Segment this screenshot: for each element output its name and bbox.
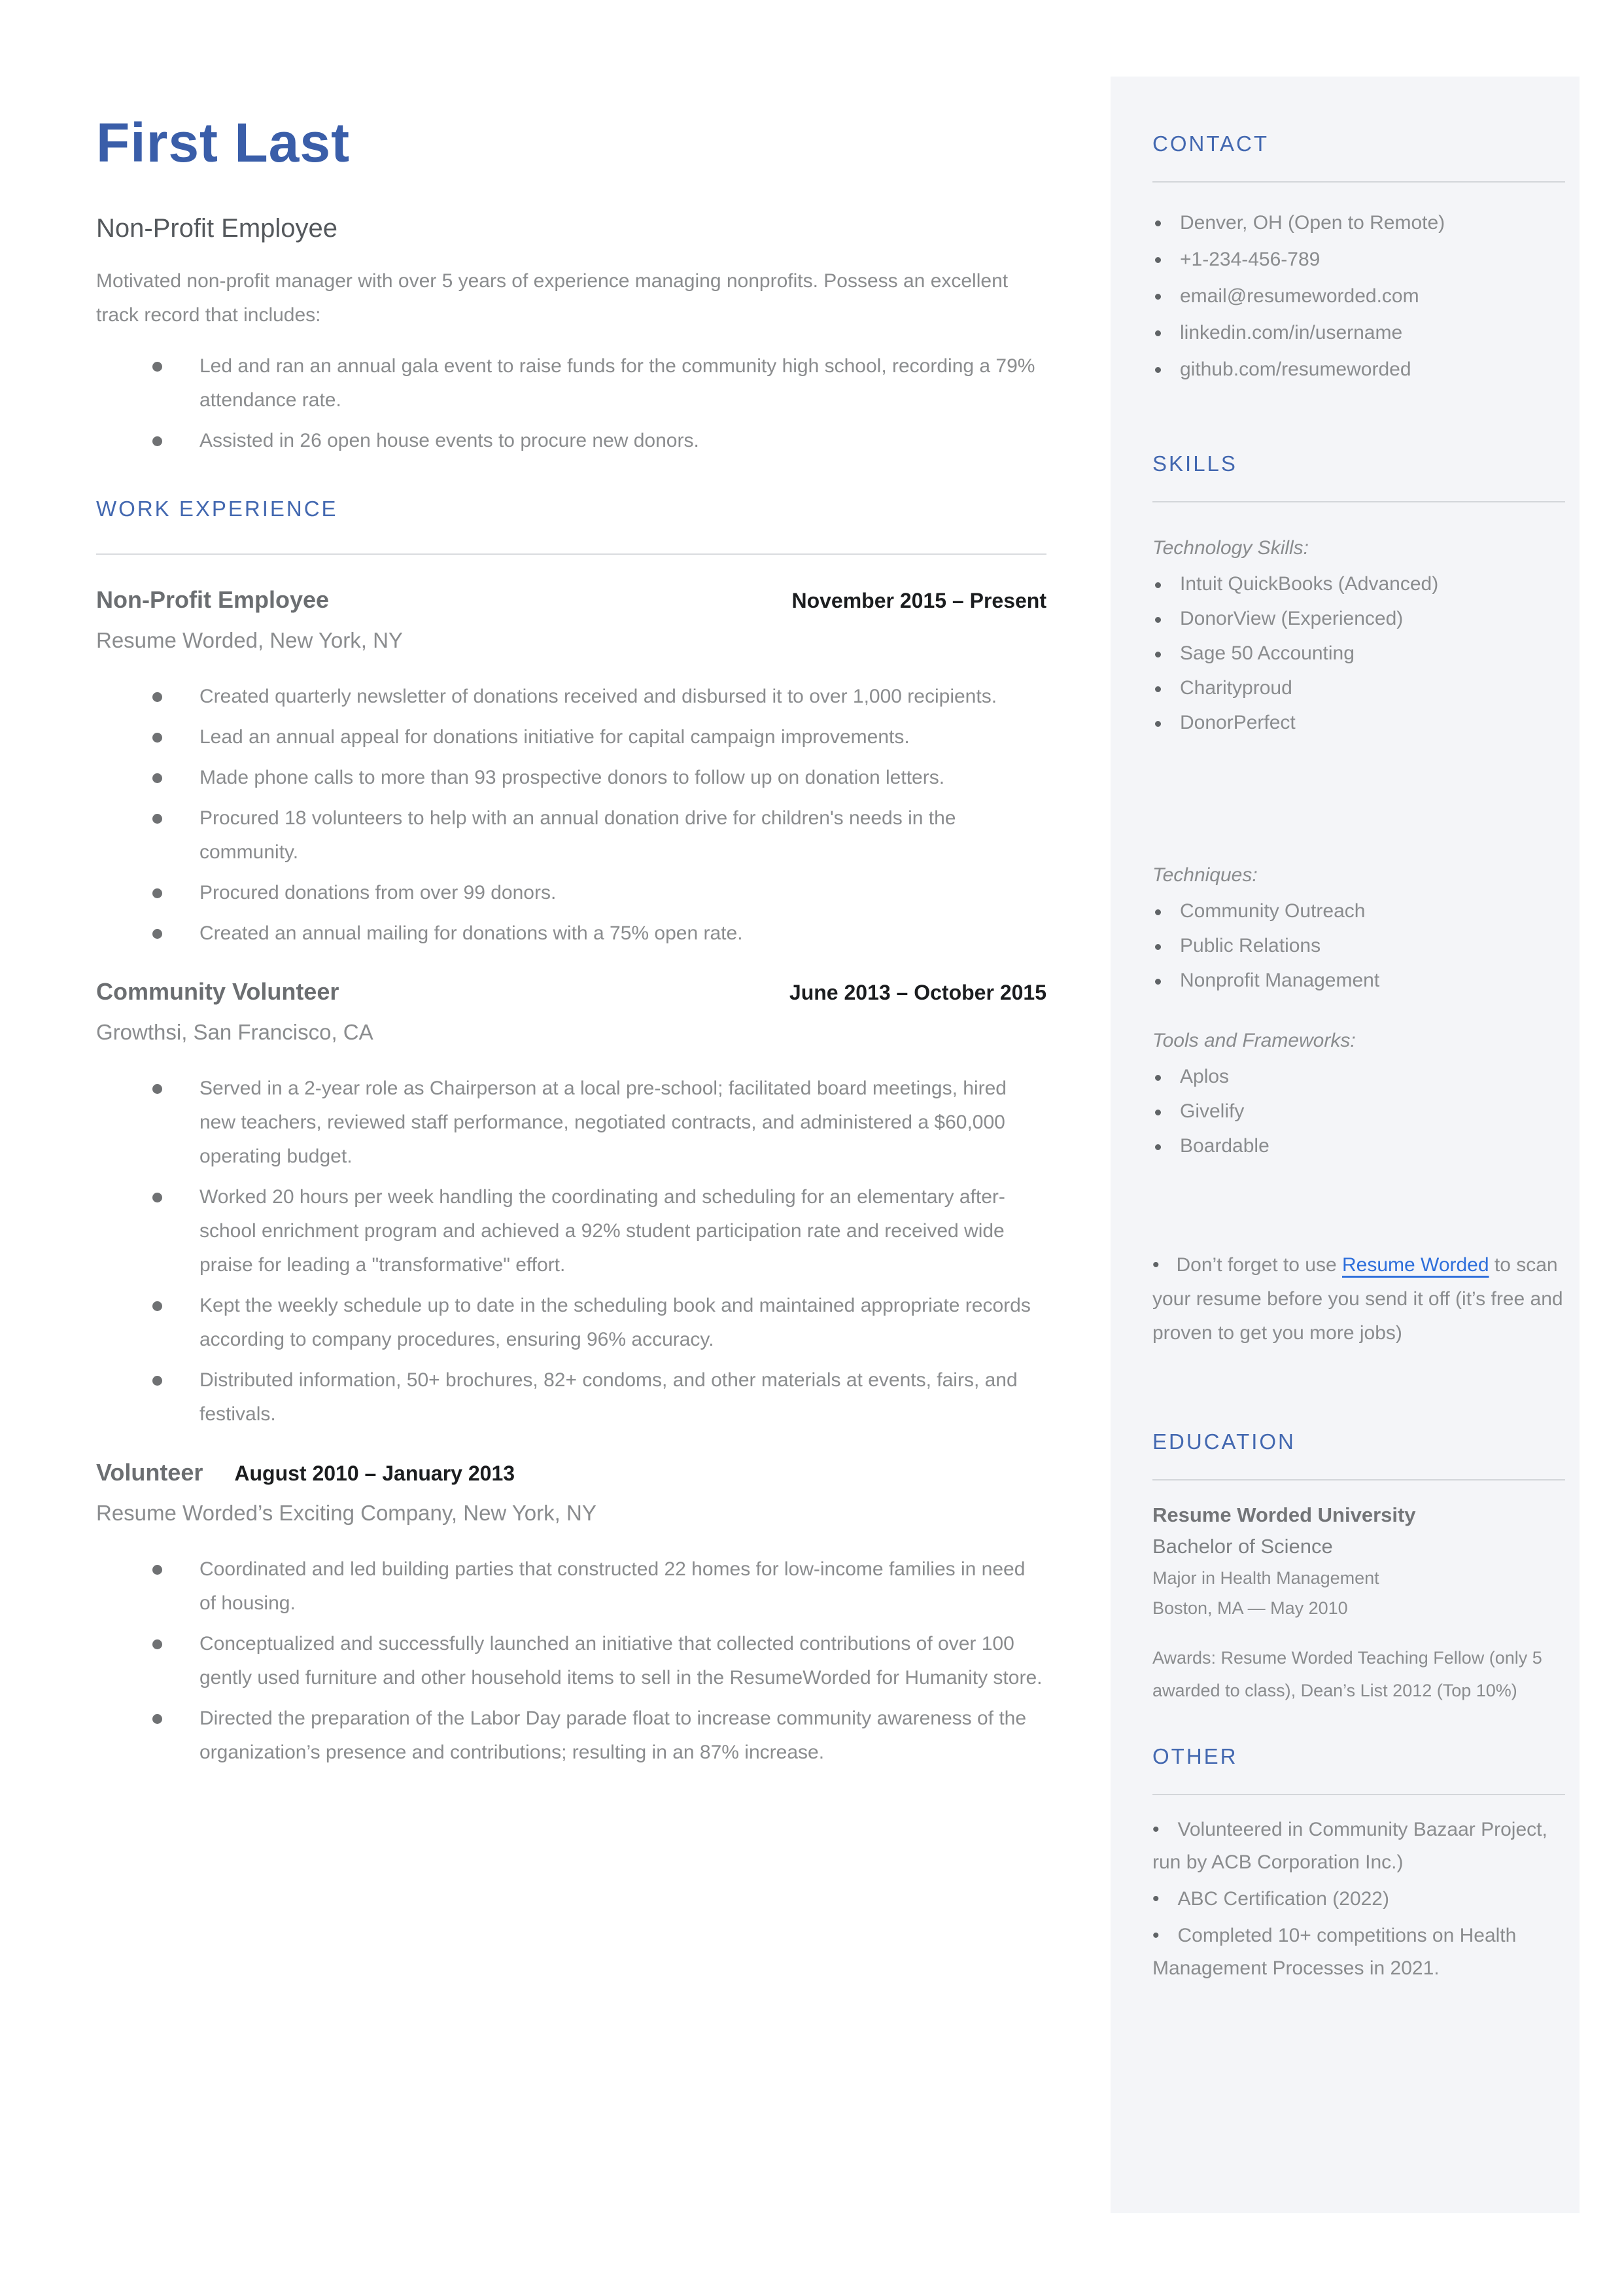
skills-group-label: Techniques: xyxy=(1152,864,1258,886)
divider xyxy=(1152,501,1565,502)
summary-bullet: Led and ran an annual gala event to raise funds for the community high school, recording a 79% attendance rate. xyxy=(96,349,1046,417)
job-header xyxy=(96,585,1046,616)
other-section xyxy=(1152,1743,1565,1985)
contact-list xyxy=(1152,205,1565,388)
divider xyxy=(1152,1479,1565,1480)
skills-group-techniques xyxy=(1152,861,1565,998)
contact-section xyxy=(1152,131,1565,388)
job-entry xyxy=(96,977,1046,1431)
skill-item: Givelify xyxy=(1152,1094,1565,1129)
job-bullet: Lead an annual appeal for donations initiative for capital campaign improvements. xyxy=(96,720,1046,754)
education-school: Resume Worded University xyxy=(1152,1503,1416,1526)
job-title: Volunteer xyxy=(96,1459,203,1486)
job-date: August 2010 – January 2013 xyxy=(234,1462,515,1485)
skill-item: Aplos xyxy=(1152,1059,1565,1094)
main-column xyxy=(96,92,1046,1776)
summary-bullet: Assisted in 26 open house events to procure new donors. xyxy=(96,424,1046,458)
resume-worded-note xyxy=(1152,1248,1565,1350)
education-major: Major in Health Management xyxy=(1152,1568,1379,1588)
resume-worded-link[interactable]: Resume Worded xyxy=(1342,1254,1489,1276)
education-location-date: Boston, MA — May 2010 xyxy=(1152,1598,1348,1618)
summary-bullet-list xyxy=(96,349,1046,458)
other-item: • Completed 10+ competitions on Health Management Processes in 2021. xyxy=(1152,1919,1565,1985)
job-bullet-list xyxy=(96,680,1046,951)
job-date: November 2015 – Present xyxy=(791,589,1046,612)
job-bullet: Kept the weekly schedule up to date in the scheduling book and maintained appropriate records according to company procedures, ensuring 96% accuracy. xyxy=(96,1289,1046,1357)
other-item: • ABC Certification (2022) xyxy=(1152,1883,1565,1916)
job-bullet-list xyxy=(96,1072,1046,1431)
job-title: Community Volunteer xyxy=(96,978,339,1005)
education-degree: Bachelor of Science xyxy=(1152,1535,1333,1558)
job-bullet: Procured donations from over 99 donors. xyxy=(96,876,1046,910)
sidebar xyxy=(1111,77,1580,2213)
skill-item: Sage 50 Accounting xyxy=(1152,636,1565,671)
skill-item: Public Relations xyxy=(1152,928,1565,963)
skills-list xyxy=(1152,1059,1565,1163)
skill-item: DonorPerfect xyxy=(1152,705,1565,740)
role-subtitle: Non-Profit Employee xyxy=(96,214,338,243)
skill-item: Charityproud xyxy=(1152,671,1565,705)
skills-list xyxy=(1152,894,1565,998)
job-bullet: Created an annual mailing for donations with a 75% open rate. xyxy=(96,917,1046,951)
other-item: • Volunteered in Community Bazaar Project, run by ACB Corporation Inc.) xyxy=(1152,1813,1565,1879)
skills-group-label: Tools and Frameworks: xyxy=(1152,1030,1356,1051)
skills-group-technology xyxy=(1152,534,1565,740)
skill-item: Intuit QuickBooks (Advanced) xyxy=(1152,567,1565,601)
skill-item: Community Outreach xyxy=(1152,894,1565,928)
skills-group-label: Technology Skills: xyxy=(1152,537,1309,559)
section-header-education: EDUCATION xyxy=(1152,1429,1296,1454)
note-text: to scan your resume before you send it off (it’s free and proven to get you more jobs) xyxy=(1152,1254,1563,1344)
skill-item: Nonprofit Management xyxy=(1152,963,1565,998)
section-header-skills: SKILLS xyxy=(1152,451,1237,476)
note-text: Don’t forget to use xyxy=(1176,1254,1342,1276)
job-header xyxy=(96,977,1046,1007)
divider xyxy=(96,553,1046,555)
section-header-work-experience: WORK EXPERIENCE xyxy=(96,497,338,521)
job-entry xyxy=(96,585,1046,951)
job-bullet: Procured 18 volunteers to help with an annual donation drive for children's needs in the community. xyxy=(96,801,1046,869)
job-bullet: Conceptualized and successfully launched an initiative that collected contributions of over 100 gently used furniture and other household items to sell in the ResumeWorded for Humanity store. xyxy=(96,1627,1046,1695)
skill-item: Boardable xyxy=(1152,1129,1565,1163)
skills-section xyxy=(1152,451,1565,1350)
job-header xyxy=(96,1458,1046,1488)
section-header-contact: CONTACT xyxy=(1152,131,1270,156)
education-awards: Awards: Resume Worded Teaching Fellow (only 5 awarded to class), Dean’s List 2012 (Top 10%) xyxy=(1152,1648,1542,1700)
job-bullet-list xyxy=(96,1552,1046,1770)
contact-item-linkedin: linkedin.com/in/username xyxy=(1152,315,1565,351)
contact-item-location: Denver, OH (Open to Remote) xyxy=(1152,205,1565,241)
job-entry xyxy=(96,1458,1046,1770)
job-bullet: Made phone calls to more than 93 prospective donors to follow up on donation letters. xyxy=(96,761,1046,795)
job-date: June 2013 – October 2015 xyxy=(789,981,1046,1004)
divider xyxy=(1152,181,1565,183)
contact-item-email: email@resumeworded.com xyxy=(1152,278,1565,315)
skills-list xyxy=(1152,567,1565,740)
job-company: Growthsi, San Francisco, CA xyxy=(96,1020,373,1044)
job-bullet: Directed the preparation of the Labor Day parade float to increase community awareness of the organization’s presence and contributions; resulting in an 87% increase. xyxy=(96,1702,1046,1770)
name-title: First Last xyxy=(96,112,351,173)
job-bullet: Distributed information, 50+ brochures, 82+ condoms, and other materials at events, fairs, and festivals. xyxy=(96,1363,1046,1431)
other-list xyxy=(1152,1813,1565,1985)
skills-group-tools xyxy=(1152,1026,1565,1163)
contact-item-phone: +1-234-456-789 xyxy=(1152,241,1565,278)
job-bullet: Served in a 2-year role as Chairperson at a local pre-school; facilitated board meetings, hired new teachers, reviewed staff performance, negotiated contracts, and administered a $60,000 operating budget. xyxy=(96,1072,1046,1174)
skill-item: DonorView (Experienced) xyxy=(1152,601,1565,636)
contact-item-github: github.com/resumeworded xyxy=(1152,351,1565,388)
job-bullet: Created quarterly newsletter of donations received and disbursed it to over 1,000 recipients. xyxy=(96,680,1046,714)
job-bullet: Coordinated and led building parties that constructed 22 homes for low-income families in need of housing. xyxy=(96,1552,1046,1621)
job-company: Resume Worded, New York, NY xyxy=(96,628,403,652)
education-section xyxy=(1152,1429,1565,1707)
job-company: Resume Worded’s Exciting Company, New York, NY xyxy=(96,1501,596,1525)
divider xyxy=(1152,1794,1565,1795)
job-title: Non-Profit Employee xyxy=(96,586,330,613)
summary-text: Motivated non-profit manager with over 5 years of experience managing nonprofits. Possess an excellent track record that includes: xyxy=(96,270,1009,326)
job-bullet: Worked 20 hours per week handling the coordinating and scheduling for an elementary after-school enrichment program and achieved a 92% student participation rate and received wide praise for leading a "transformative" effort. xyxy=(96,1180,1046,1282)
section-header-other: OTHER xyxy=(1152,1744,1238,1768)
